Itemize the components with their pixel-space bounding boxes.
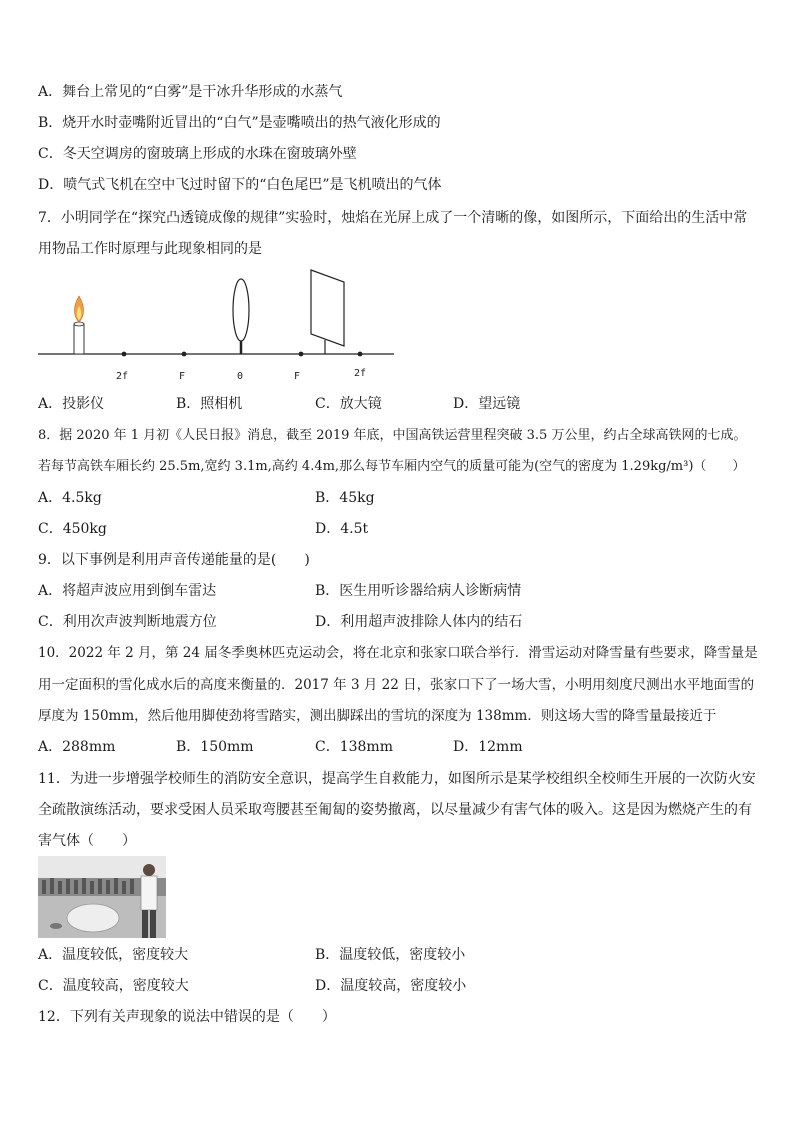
point-f-right	[299, 352, 304, 357]
q10-option-a: A．288mm	[38, 739, 116, 755]
convex-lens-experiment-figure	[38, 266, 398, 386]
convex-lens-icon	[233, 279, 249, 354]
q12-stem: 12．下列有关声现象的说法中错误的是（ ）	[38, 1009, 336, 1025]
q10-stem-line2: 用一定面积的雪化成水后的高度来衡量的．2017 年 3 月 22 日，张家口下了一场大雪，小明用刻度尺测出水平地面雪的	[38, 677, 755, 693]
point-2f-right	[358, 352, 363, 357]
q7-option-d: D．望远镜	[453, 396, 521, 412]
q11-option-d: D．温度较高，密度较小	[315, 978, 467, 994]
q10-option-c: C．138mm	[315, 739, 393, 755]
q8-option-d: D．4.5t	[315, 521, 369, 537]
q9-stem: 9．以下事例是利用声音传递能量的是( )	[38, 552, 310, 568]
q7-stem-line1: 7．小明同学在“探究凸透镜成像的规律”实验时，烛焰在光屏上成了一个清晰的像，如图所示，下面给出的生活中常	[38, 210, 748, 226]
candle-icon	[74, 296, 84, 354]
light-screen-icon	[311, 270, 344, 354]
q10-stem-line3: 厚度为 150mm，然后他用脚使劲将雪踏实，测出脚踩出的雪坑的深度为 138mm．则这场大雪的降雪量最接近于	[38, 708, 717, 724]
q7-option-a: A．投影仪	[38, 396, 105, 412]
q8-option-b: B．45kg	[315, 490, 375, 506]
label-f-left: F	[179, 371, 186, 382]
q7-option-c: C．放大镜	[315, 396, 382, 412]
label-2f-left: 2f	[116, 371, 129, 382]
q8-option-c: C．450kg	[38, 521, 107, 537]
q11-stem-line2: 全疏散演练活动，要求受困人员采取弯腰甚至匍匐的姿势撤离，以尽量减少有害气体的吸入。这是因为燃烧产生的有	[38, 802, 752, 818]
q8-option-a: A．4.5kg	[38, 490, 102, 506]
q10-stem-line1: 10．2022 年 2 月，第 24 届冬季奥林匹克运动会，将在北京和张家口联合举行．滑雪运动对降雪量有些要求，降雪量是	[38, 645, 758, 661]
q11-stem-line3: 害气体（ ）	[38, 833, 136, 849]
q8-stem-line2: 若每节高铁车厢长约 25.5m,宽约 3.1m,高约 4.4m,那么每节车厢内空气的质量可能为(空气的密度为 1.29kg/m³)（ ）	[38, 459, 746, 474]
q9-option-d: D．利用超声波排除人体内的结石	[315, 614, 523, 630]
q7-option-b: B．照相机	[176, 396, 243, 412]
label-f-right: F	[294, 371, 301, 382]
q6-option-d: D．喷气式飞机在空中飞过时留下的“白色尾巴”是飞机喷出的气体	[38, 177, 442, 193]
q11-stem-line1: 11．为进一步增强学校师生的消防安全意识，提高学生自救能力，如图所示是某学校组织全校师生开展的一次防火安	[38, 771, 756, 787]
q6-option-b: B．烧开水时壶嘴附近冒出的“白气”是壶嘴喷出的热气液化形成的	[38, 115, 441, 131]
q10-option-b: B．150mm	[176, 739, 254, 755]
q11-option-c: C．温度较高，密度较大	[38, 978, 189, 994]
q8-stem-line1: 8．据 2020 年 1 月初《人民日报》消息，截至 2019 年底，中国高铁运营里程突破 3.5 万公里，约占全球高铁网的七成。	[38, 428, 747, 443]
q11-option-a: A．温度较低，密度较大	[38, 947, 189, 963]
label-origin: 0	[237, 371, 244, 382]
label-2f-right: 2f	[354, 368, 367, 379]
point-f-left	[182, 352, 187, 357]
q10-option-d: D．12mm	[453, 739, 523, 755]
fire-drill-photo	[38, 856, 166, 938]
point-2f-left	[122, 352, 127, 357]
q11-option-b: B．温度较低，密度较小	[315, 947, 466, 963]
q6-option-c: C．冬天空调房的窗玻璃上形成的水珠在窗玻璃外壁	[38, 146, 357, 162]
q7-stem-line2: 用物品工作时原理与此现象相同的是	[38, 241, 262, 257]
q6-option-a: A．舞台上常见的“白雾”是干冰升华形成的水蒸气	[38, 84, 343, 100]
q9-option-a: A．将超声波应用到倒车雷达	[38, 583, 217, 599]
q9-option-b: B．医生用听诊器给病人诊断病情	[315, 583, 522, 599]
q9-option-c: C．利用次声波判断地震方位	[38, 614, 217, 630]
